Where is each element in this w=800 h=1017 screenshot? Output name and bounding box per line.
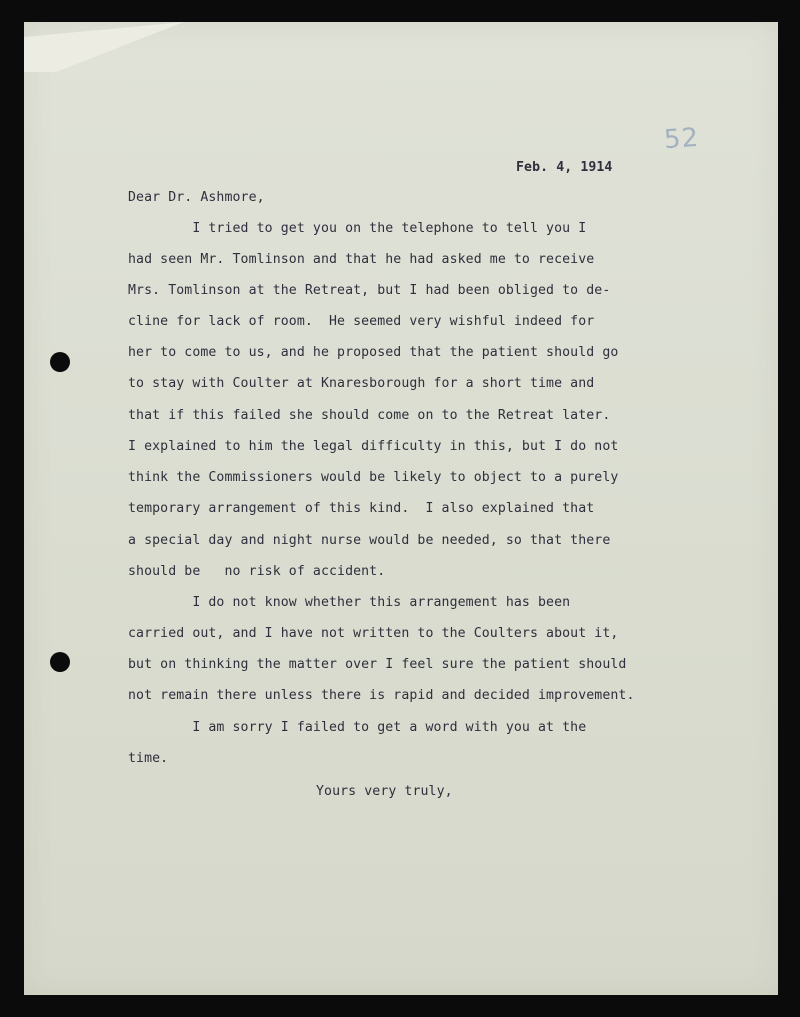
body-line: I am sorry I failed to get a word with you at the: [128, 720, 587, 735]
body-line: had seen Mr. Tomlinson and that he had asked me to receive: [128, 252, 595, 267]
body-line: that if this failed she should come on to the Retreat later.: [128, 408, 611, 423]
folded-corner: [24, 22, 184, 72]
folio-number: 52: [662, 122, 701, 156]
body-line: cline for lack of room. He seemed very wishful indeed for: [128, 314, 595, 329]
body-line: temporary arrangement of this kind. I also explained that: [128, 501, 595, 516]
body-line: but on thinking the matter over I feel sure the patient should: [128, 657, 627, 672]
body-line: not remain there unless there is rapid and decided improvement.: [128, 688, 635, 703]
complimentary-close: Yours very truly,: [316, 784, 453, 799]
letter-page: [24, 22, 778, 995]
punch-hole-bottom: [50, 652, 70, 672]
letter-date: Feb. 4, 1914: [516, 160, 613, 175]
body-line: Mrs. Tomlinson at the Retreat, but I had been obliged to de-: [128, 283, 611, 298]
body-line: I tried to get you on the telephone to tell you I: [128, 221, 587, 236]
body-line: carried out, and I have not written to the Coulters about it,: [128, 626, 619, 641]
body-line: her to come to us, and he proposed that the patient should go: [128, 345, 619, 360]
body-line: I do not know whether this arrangement has been: [128, 595, 571, 610]
body-line: a special day and night nurse would be needed, so that there: [128, 533, 611, 548]
punch-hole-top: [50, 352, 70, 372]
body-line: should be no risk of accident.: [128, 564, 386, 579]
body-line: to stay with Coulter at Knaresborough for a short time and: [128, 376, 595, 391]
body-line: I explained to him the legal difficulty in this, but I do not: [128, 439, 619, 454]
body-line: think the Commissioners would be likely to object to a purely: [128, 470, 619, 485]
salutation: Dear Dr. Ashmore,: [128, 190, 265, 205]
body-line: time.: [128, 751, 169, 766]
